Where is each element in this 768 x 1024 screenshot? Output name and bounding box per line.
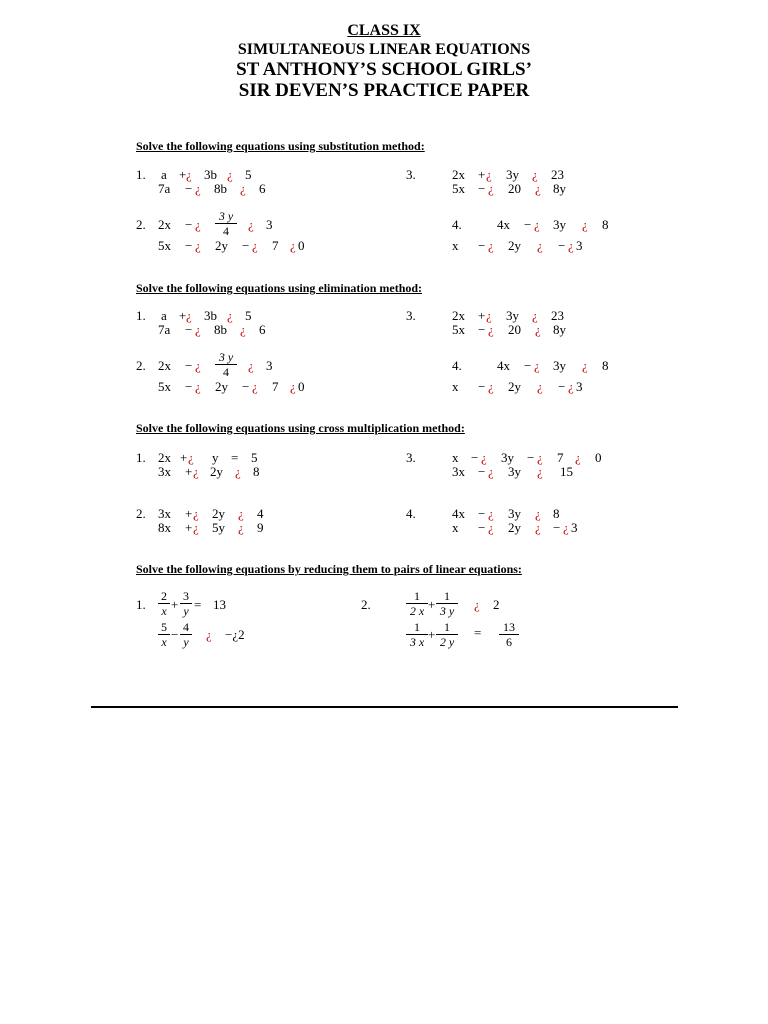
term: 5x xyxy=(158,238,171,253)
op: − xyxy=(185,322,193,337)
term: a xyxy=(161,308,167,323)
term: 8x xyxy=(158,520,171,535)
term: 23 xyxy=(551,308,564,323)
glyph: ¿ xyxy=(227,308,233,323)
q-number: 2. xyxy=(136,358,146,373)
fraction xyxy=(406,590,428,617)
op: − xyxy=(524,358,532,373)
q-number: 2. xyxy=(136,217,146,232)
term: 2y xyxy=(508,520,521,535)
horizontal-divider xyxy=(91,706,678,708)
glyph: ¿ xyxy=(193,506,199,521)
term: x xyxy=(452,238,459,253)
term: 5 xyxy=(245,167,252,182)
glyph: ¿ xyxy=(532,167,538,182)
denominator: 6 xyxy=(506,635,512,649)
q-number: 2. xyxy=(136,506,146,521)
term: 0 xyxy=(298,379,305,394)
term: 8 xyxy=(602,358,609,373)
q-number: 1. xyxy=(136,450,146,465)
glyph: ¿ xyxy=(290,238,296,253)
term: 3 xyxy=(576,379,583,394)
numerator: 1 xyxy=(436,590,458,604)
glyph: ¿ xyxy=(535,181,541,196)
denominator: 4 xyxy=(223,224,229,238)
op: + xyxy=(428,597,436,612)
term: 3x xyxy=(452,464,465,479)
term: 0 xyxy=(298,238,305,253)
op: − xyxy=(171,627,179,642)
section-reducing: Solve the following equations by reducing them to pairs of linear equations: xyxy=(136,562,522,576)
term: 5 xyxy=(251,450,258,465)
term: 7 xyxy=(557,450,564,465)
op: − xyxy=(558,238,566,253)
term: 6 xyxy=(259,181,266,196)
term: 13 xyxy=(213,597,226,612)
op: = xyxy=(194,597,202,612)
op: − xyxy=(553,520,561,535)
denominator: x xyxy=(161,604,167,618)
glyph: ¿ xyxy=(537,238,543,253)
term: 8y xyxy=(553,322,566,337)
numerator: 5 xyxy=(158,621,170,635)
glyph: ¿ xyxy=(188,450,194,465)
glyph: ¿ xyxy=(488,322,494,337)
fraction xyxy=(158,621,170,648)
glyph: ¿ xyxy=(568,238,574,253)
term: 3y xyxy=(508,506,521,521)
numerator: 1 xyxy=(436,621,458,635)
fraction xyxy=(180,590,192,617)
glyph: ¿ xyxy=(252,379,258,394)
section-cross-multiplication: Solve the following equations using cross multiplication method: xyxy=(136,421,465,435)
school-title: ST ANTHONY’S SCHOOL GIRLS’ xyxy=(236,59,532,80)
q-number: 2. xyxy=(361,597,371,612)
term: 7a xyxy=(158,322,171,337)
fraction xyxy=(215,210,237,237)
glyph: ¿ xyxy=(582,217,588,232)
op: − xyxy=(478,379,486,394)
glyph: ¿ xyxy=(238,520,244,535)
fraction xyxy=(436,621,458,648)
term: 2y xyxy=(508,379,521,394)
op: − xyxy=(471,450,479,465)
term: 6 xyxy=(259,322,266,337)
glyph: ¿ xyxy=(488,181,494,196)
term: 3 xyxy=(571,520,578,535)
term: 3y xyxy=(506,308,519,323)
term: 2y xyxy=(215,238,228,253)
fraction xyxy=(180,621,192,648)
section-elimination: Solve the following equations using elimination method: xyxy=(136,281,423,295)
glyph: ¿ xyxy=(193,520,199,535)
term: 3b xyxy=(204,167,217,182)
term: 3y xyxy=(508,464,521,479)
fraction xyxy=(436,590,458,617)
glyph: ¿ xyxy=(195,379,201,394)
paper-title: SIR DEVEN’S PRACTICE PAPER xyxy=(238,80,530,101)
numerator: 3 y xyxy=(215,210,237,224)
term: x xyxy=(452,379,459,394)
term: 2y xyxy=(210,464,223,479)
term: 2x xyxy=(452,308,465,323)
op: − xyxy=(558,379,566,394)
glyph: ¿ xyxy=(186,308,192,323)
glyph: ¿ xyxy=(568,379,574,394)
term: 3y xyxy=(553,358,566,373)
topic-title: SIMULTANEOUS LINEAR EQUATIONS xyxy=(237,41,531,58)
op: + xyxy=(185,506,193,521)
term: 8 xyxy=(253,464,260,479)
glyph: ¿ xyxy=(537,379,543,394)
term: 3x xyxy=(158,464,171,479)
glyph: ¿ xyxy=(532,308,538,323)
glyph: ¿ xyxy=(195,322,201,337)
q-number: 1. xyxy=(136,597,146,612)
section-substitution: Solve the following equations using substitution method: xyxy=(136,139,425,153)
term: 7 xyxy=(272,238,279,253)
glyph: ¿ xyxy=(195,238,201,253)
term: 3y xyxy=(501,450,514,465)
q-number: 3. xyxy=(406,308,416,323)
term: 5x xyxy=(452,322,465,337)
glyph: ¿ xyxy=(486,167,492,182)
glyph: ¿ xyxy=(488,379,494,394)
glyph: ¿ xyxy=(534,217,540,232)
term: 2x xyxy=(452,167,465,182)
q-number: 3. xyxy=(406,450,416,465)
term: 7 xyxy=(272,379,279,394)
op: = xyxy=(474,625,482,640)
glyph: ¿ xyxy=(488,506,494,521)
term: 4 xyxy=(257,506,264,521)
glyph: ¿ xyxy=(537,450,543,465)
fraction xyxy=(406,621,428,648)
op: − xyxy=(185,238,193,253)
term: 4x xyxy=(497,217,510,232)
glyph: ¿ xyxy=(486,308,492,323)
q-number: 4. xyxy=(406,506,416,521)
term: 2y xyxy=(212,506,225,521)
op: = xyxy=(231,450,239,465)
numerator: 1 xyxy=(406,590,428,604)
numerator: 2 xyxy=(158,590,170,604)
glyph: ¿ xyxy=(290,379,296,394)
denominator: 4 xyxy=(223,365,229,379)
glyph: ¿ xyxy=(195,181,201,196)
glyph: ¿ xyxy=(563,520,569,535)
numerator: 13 xyxy=(499,621,519,635)
q-number: 4. xyxy=(452,358,462,373)
term: x xyxy=(452,520,459,535)
glyph: ¿ xyxy=(195,358,201,373)
op: − xyxy=(478,506,486,521)
term: x xyxy=(452,450,459,465)
op: − xyxy=(524,217,532,232)
op: − xyxy=(478,464,486,479)
term: 5 xyxy=(245,308,252,323)
term: 3 xyxy=(266,358,273,373)
glyph: ¿ xyxy=(481,450,487,465)
fraction xyxy=(215,351,237,378)
op: + xyxy=(478,308,486,323)
term: 8b xyxy=(214,181,227,196)
numerator: 3 xyxy=(180,590,192,604)
glyph: ¿ xyxy=(186,167,192,182)
op: − xyxy=(185,181,193,196)
term: 15 xyxy=(560,464,573,479)
term: 8 xyxy=(553,506,560,521)
op: + xyxy=(478,167,486,182)
glyph: ¿ xyxy=(227,167,233,182)
op: + xyxy=(179,308,187,323)
glyph: ¿ xyxy=(575,450,581,465)
op: − xyxy=(478,238,486,253)
term: 3b xyxy=(204,308,217,323)
denominator: 3 y xyxy=(439,604,455,618)
op: − xyxy=(185,217,193,232)
q-number: 1. xyxy=(136,167,146,182)
denominator: y xyxy=(183,604,189,618)
glyph: ¿ xyxy=(534,358,540,373)
glyph: ¿ xyxy=(248,358,254,373)
term: 2y xyxy=(508,238,521,253)
op: − xyxy=(478,520,486,535)
term: 4x xyxy=(497,358,510,373)
glyph: ¿ xyxy=(240,322,246,337)
term: 8 xyxy=(602,217,609,232)
op: − xyxy=(527,450,535,465)
denominator: 3 x xyxy=(409,635,425,649)
glyph: ¿ xyxy=(488,238,494,253)
glyph: ¿ xyxy=(535,322,541,337)
term: 3 xyxy=(576,238,583,253)
term: 23 xyxy=(551,167,564,182)
term: 9 xyxy=(257,520,264,535)
denominator: 2 y xyxy=(439,635,455,649)
q-number: 1. xyxy=(136,308,146,323)
glyph: ¿ xyxy=(195,217,201,232)
op: + xyxy=(171,597,179,612)
glyph: ¿ xyxy=(248,217,254,232)
term: −¿2 xyxy=(225,627,245,642)
glyph: ¿ xyxy=(240,181,246,196)
q-number: 4. xyxy=(452,217,462,232)
op: − xyxy=(185,379,193,394)
term: 20 xyxy=(508,181,521,196)
term: 3x xyxy=(158,506,171,521)
denominator: x xyxy=(161,635,167,649)
term: 5y xyxy=(212,520,225,535)
glyph: ¿ xyxy=(238,506,244,521)
term: a xyxy=(161,167,167,182)
glyph: ¿ xyxy=(537,464,543,479)
op: − xyxy=(478,181,486,196)
term: 8y xyxy=(553,181,566,196)
numerator: 4 xyxy=(180,621,192,635)
op: + xyxy=(428,627,436,642)
glyph: ¿ xyxy=(252,238,258,253)
glyph: ¿ xyxy=(488,520,494,535)
op: + xyxy=(185,520,193,535)
glyph: ¿ xyxy=(535,506,541,521)
fraction xyxy=(158,590,170,617)
op: + xyxy=(179,167,187,182)
op: + xyxy=(185,464,193,479)
op: − xyxy=(242,238,250,253)
term: 2 xyxy=(493,597,500,612)
term: 0 xyxy=(595,450,602,465)
numerator: 1 xyxy=(406,621,428,635)
glyph: ¿ xyxy=(535,520,541,535)
term: 3y xyxy=(506,167,519,182)
op: − xyxy=(242,379,250,394)
denominator: 2 x xyxy=(409,604,425,618)
denominator: y xyxy=(183,635,189,649)
term: 3 xyxy=(266,217,273,232)
term: 4x xyxy=(452,506,465,521)
term: 3y xyxy=(553,217,566,232)
term: 2y xyxy=(215,379,228,394)
glyph: ¿ xyxy=(474,597,480,612)
class-title: CLASS IX xyxy=(347,22,421,39)
numerator: 3 y xyxy=(215,351,237,365)
glyph: ¿ xyxy=(582,358,588,373)
op: + xyxy=(180,450,188,465)
op: − xyxy=(478,322,486,337)
term: 20 xyxy=(508,322,521,337)
glyph: ¿ xyxy=(235,464,241,479)
term: 2x xyxy=(158,217,171,232)
q-number: 3. xyxy=(406,167,416,182)
op: − xyxy=(185,358,193,373)
term: 2x xyxy=(158,450,171,465)
glyph: ¿ xyxy=(193,464,199,479)
term: 5x xyxy=(452,181,465,196)
term: 8b xyxy=(214,322,227,337)
term: 2x xyxy=(158,358,171,373)
fraction xyxy=(499,621,519,648)
term: 7a xyxy=(158,181,171,196)
glyph: ¿ xyxy=(488,464,494,479)
term: y xyxy=(212,450,219,465)
glyph: ¿ xyxy=(206,627,212,642)
term: 5x xyxy=(158,379,171,394)
